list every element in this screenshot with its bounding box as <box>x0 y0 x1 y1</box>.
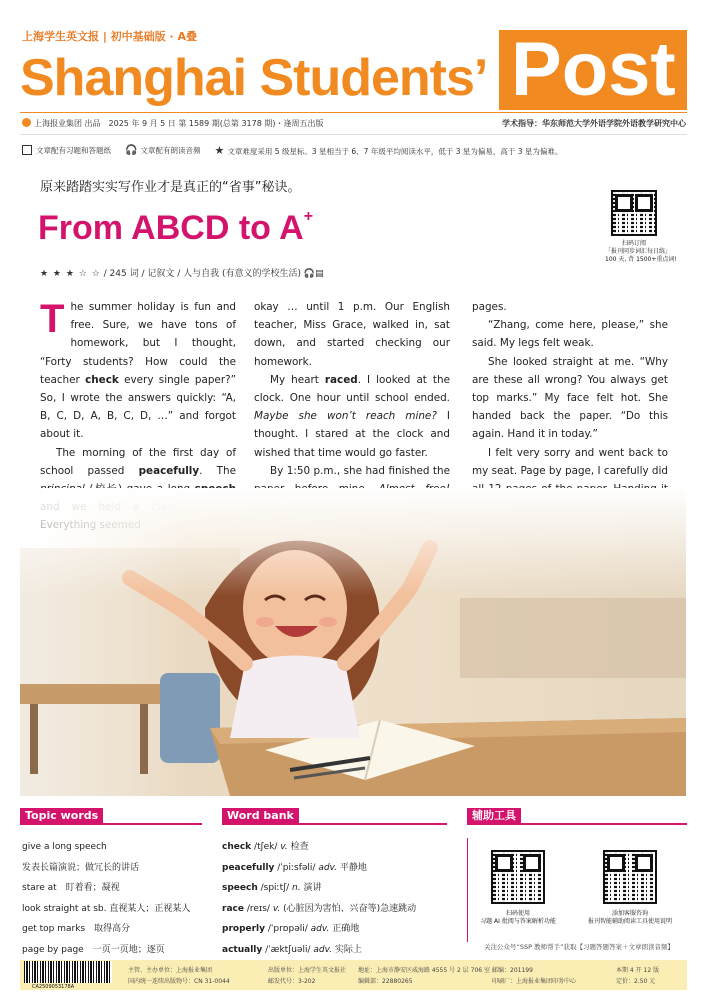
list-item: actually /ˈæktʃuəli/ adv. 实际上 <box>222 944 362 955</box>
topic-words-rule <box>20 823 202 825</box>
word-bank-rule <box>222 823 447 825</box>
list-item: stare at 盯着看；凝视 <box>22 883 120 893</box>
ai-review-qr-caption: 扫码使用 习题 AI 批阅与答案解析功能 <box>480 910 556 925</box>
publisher-logo-icon <box>22 118 31 127</box>
footer-bar <box>20 960 687 990</box>
footer-sponsor: 主管、主办单位：上海报业集团 国内统一连续出版物号：CN 31-0044 <box>128 967 230 985</box>
article-column-3: pages. “Zhang, come here, please,” she said. My legs felt weak. She looked straight at me. “Why are these all wrong? You always get top marks.” My face felt hot. She handed back the paper. “Do this again. Hand it in today.” I felt very sorry and went back to my seat. Page by page, I carefully did <box>472 301 668 477</box>
list-item: 发表长篇演说；做冗长的讲话 <box>22 862 140 873</box>
list-item: peacefully /ˈpiːsfəli/ adv. 平静地 <box>222 862 367 873</box>
customer-service-qr-code[interactable] <box>603 850 657 904</box>
topic-words-heading: Topic words <box>20 808 103 824</box>
post-logo-text: Post <box>511 27 676 112</box>
list-item: check /tʃek/ v. 检查 <box>222 842 309 852</box>
subscribe-qr-code[interactable] <box>611 190 657 236</box>
newspaper-title: Shanghai Students’ <box>20 49 488 107</box>
list-item: get top marks 取得高分 <box>22 924 131 934</box>
girl-at-desk-image <box>20 488 686 796</box>
legend-audio: 🎧 文章配有朗读音频 <box>125 145 201 156</box>
word-bank-heading: Word bank <box>222 808 299 824</box>
masthead-rule <box>20 112 687 113</box>
article-column-2: okay … until 1 p.m. Our English teacher, Miss Grace, walked in, sat down, and started checking our homework. My heart raced. I looked at the clock. One hour until school ended. Maybe she won’t reach mine? I thought. I stared at the clock and wished that time would go faster. By 1:50 p.m., she had finished the <box>254 301 450 477</box>
topic-words-list <box>22 837 190 960</box>
audio-icon: 🎧 <box>303 269 316 279</box>
article-title: From ABCD to A+ <box>38 208 314 247</box>
legend-difficulty: ★ 文章难度采用 5 级星标。3 星相当于 6、7 年级平均阅读水平，低于 3 星为偏易，高于 3 星为偏难。 <box>214 144 563 157</box>
article-column-1: The summer holiday is fun and free. Sure, we have tons of homework, but I thought, “Forty students? How could the teacher check every single paper?” So, I wrote the answers quickly: “A, B, C, D, A, B, C, D, …” and forgot about it. The morning of the first day of school passed peacefully. The <box>40 297 236 477</box>
footer-address: 地址：上海市静安区威海路 4555 号 2 层 706 室 编辑部：22880265 <box>358 967 490 985</box>
list-item: race /reɪs/ v. (心脏因为害怕、兴奋等)急速跳动 <box>222 903 417 914</box>
wechat-note: 关注公众号“SSP 教师帮手”获取【习题答题答案＋文章朗读音频】 <box>484 943 674 951</box>
worksheet-icon <box>22 145 32 155</box>
headphones-icon: 🎧 <box>125 145 138 156</box>
footer-price: 本期 4 开 12 版 定价：2.50 元 <box>616 967 660 985</box>
article-meta: ★ ★ ★ ☆ ☆ / 245 词 / 记叙文 / 人与自我 (有意义的学校生活) 🎧▤ <box>40 269 324 279</box>
footer-publisher: 出版单位：上海学生英文报社 邮发代号：3-202 <box>268 967 347 985</box>
star-icon: ★ <box>214 144 225 157</box>
post-logo-box <box>499 27 687 112</box>
tools-heading: 辅助工具 <box>467 808 521 824</box>
legend-exercises: 文章配有习题和答题纸 <box>22 145 111 156</box>
publisher-line: 上海报业集团 出品 2025 年 9 月 5 日 第 1589 期(总第 3178 期)・逢周五出版 <box>22 118 323 129</box>
section-divider <box>467 838 468 942</box>
edition-label: 上海学生英文报 | 初中基础版 · A叠 <box>22 30 198 43</box>
tools-rule <box>467 823 687 825</box>
classroom-illustration <box>20 488 686 796</box>
worksheet-icon: ▤ <box>315 269 324 279</box>
ai-review-qr-code[interactable] <box>491 850 545 904</box>
list-item: look straight at sb. 直视某人；正视某人 <box>22 903 191 914</box>
list-item: page by page 一页一页地；逐页 <box>22 944 165 955</box>
barcode-image <box>24 961 112 983</box>
word-bank-list <box>222 837 416 960</box>
difficulty-stars: ★ ★ ★ ☆ ☆ <box>40 269 101 279</box>
qr-caption: 扫码订阅 「报刊同步词汇每日练」 100 天, 背 1500+重点词! <box>605 240 677 263</box>
reading-legend <box>22 144 562 157</box>
footer-zip: 邮编：201199 印刷厂：上海报业集团印务中心 <box>492 967 577 985</box>
list-item: properly /ˈprɒpəli/ adv. 正确地 <box>222 924 360 934</box>
academic-guidance: 学术指导：华东师范大学外语学院外语教学研究中心 <box>502 119 686 128</box>
customer-service-qr-caption: 添加客服咨询 报刊智能辅助阅读工具使用说明 <box>588 910 673 925</box>
barcode-number: CA2509053178A <box>32 984 75 990</box>
drop-cap: T <box>40 297 65 341</box>
article-subtitle: 原来踏踏实实写作业才是真正的“省事”秘诀。 <box>40 180 301 195</box>
list-item: speech /spiːtʃ/ n. 演讲 <box>222 883 322 893</box>
info-rule <box>20 134 687 135</box>
list-item: give a long speech <box>22 842 107 852</box>
